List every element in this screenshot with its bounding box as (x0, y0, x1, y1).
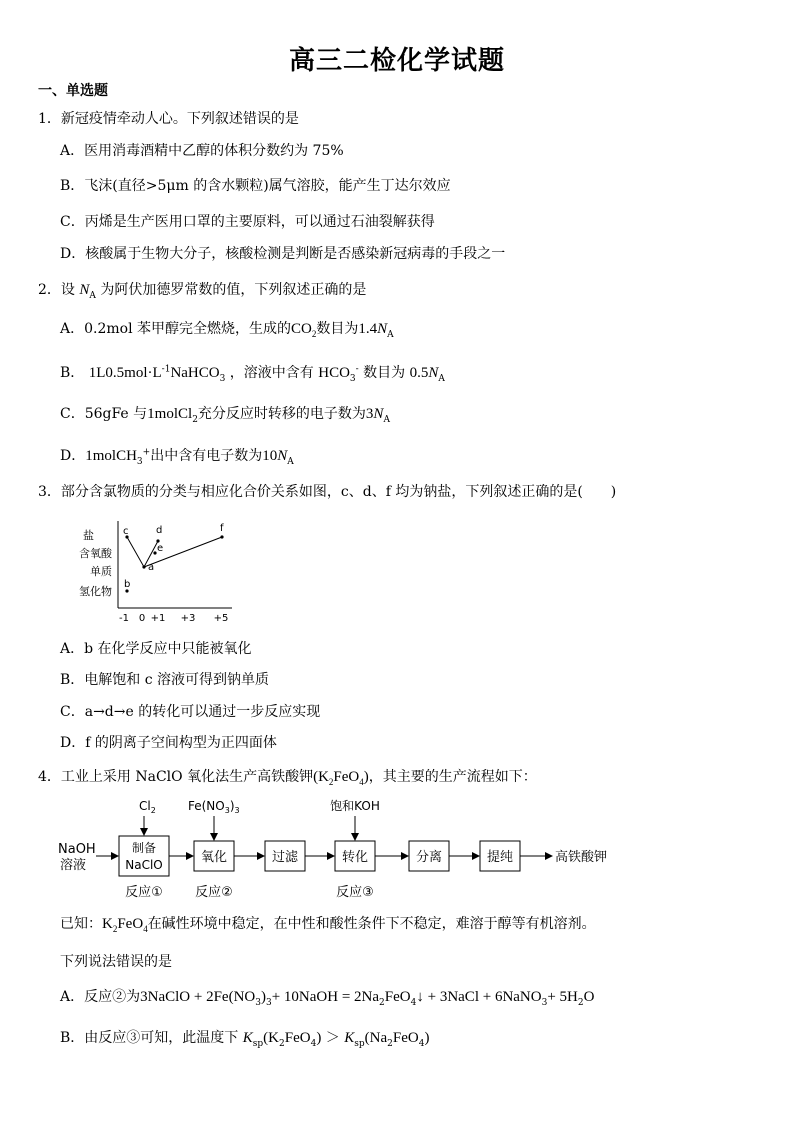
svg-text:制备: 制备 (131, 841, 157, 855)
flow-reaction-1: 反应① (125, 885, 163, 900)
point-c: c (123, 526, 129, 537)
question-4-stem: 4．工业上采用 NaClO 氧化法生产高铁酸钾$(K_2FeO_4)$，其主要的生产流程如下： (38, 769, 537, 787)
point-d: d (156, 525, 163, 536)
flow-reagent-cl2: $Cl_2$ (139, 799, 156, 815)
q1-option-b: B．飞沫(直径>5μm 的含水颗粒)属气溶胶，能产生丁达尔效应 (60, 178, 451, 194)
q4-known-condition: 已知：$K_2FeO_4$在碱性环境中稳定，在中性和酸性条件下不稳定，难溶于醇等有机溶剂。 (60, 916, 596, 934)
xlabel-0: 0 (138, 613, 146, 624)
section-heading: 一、单选题 (38, 83, 108, 99)
flow-start-naoh: NaOH (58, 842, 96, 857)
xlabel-plus1: +1 (150, 613, 166, 624)
flow-reaction-2: 反应② (195, 885, 233, 900)
q4-option-a: A．反应②为3NaClO + $2Fe(NO_3)_3+$ 10NaOH = $2Na_2FeO_4↓$ + 3NaCl + 6NaNO$_3$+ $5H_2O$ (60, 989, 595, 1008)
q1-option-d: D．核酸属于生物大分子，核酸检测是判断是否感染新冠病毒的手段之一 (60, 246, 506, 262)
ylabel-oxyacid: 含氧酸 (79, 547, 112, 560)
flow-reagent-koh: 饱和KOH (330, 799, 380, 813)
svg-text:过滤: 过滤 (271, 850, 299, 865)
point-e: e (157, 543, 164, 554)
page-title: 高三二检化学试题 (288, 46, 505, 76)
flow-start-solution: 溶液 (60, 858, 87, 873)
xlabel-plus3: +3 (180, 613, 196, 624)
arrow-icon: → (93, 704, 105, 720)
ylabel-hydride: 氢化物 (79, 585, 112, 598)
q1-option-a: A．医用消毒酒精中乙醇的体积分数约为 75% (60, 143, 344, 159)
xlabel-minus1: -1 (119, 613, 129, 624)
question-2-stem: 2．设 $N_A$ 为阿伏加德罗常数的值，下列叙述正确的是 (38, 282, 367, 301)
q3-option-b: B．电解饱和 c 溶液可得到钠单质 (60, 672, 270, 688)
svg-text:分离: 分离 (415, 850, 443, 865)
ylabel-element: 单质 (90, 565, 112, 578)
ylabel-salt: 盐 (83, 529, 94, 542)
xlabel-plus5: +5 (213, 613, 229, 624)
flow-reaction-3: 反应③ (336, 885, 374, 900)
chlorine-valence-diagram (62, 515, 242, 630)
q3-option-c: C．a→d→e 的转化可以通过一步反应实现 (60, 704, 321, 720)
svg-text:氧化: 氧化 (200, 850, 228, 865)
q3-option-d: D．f 的阴离子空间构型为正四面体 (60, 735, 277, 751)
question-3-stem: 3．部分含氯物质的分类与相应化合价关系如图，c、d、f 均为钠盐，下列叙述正确的是( ) (38, 484, 617, 500)
point-b: b (124, 579, 131, 590)
production-flowchart (58, 798, 648, 904)
svg-text:转化: 转化 (341, 850, 369, 865)
question-1-stem: 1．新冠疫情牵动人心。下列叙述错误的是 (38, 111, 299, 127)
point-a: a (148, 562, 155, 573)
svg-text:提纯: 提纯 (486, 850, 514, 865)
q4-question: 下列说法错误的是 (60, 954, 172, 970)
arrow-icon: → (113, 704, 126, 720)
point-f: f (220, 523, 224, 534)
q4-option-b: B．由反应③可知，此温度下 $K_{sp}(K_2FeO_4) > K_{sp}(Na_2FeO_4)$ (60, 1030, 430, 1049)
q2-option-a: A．0.2mol 苯甲醇完全燃烧，生成的$CO_2$数目为$1.4N_A$ (60, 321, 394, 340)
q3-option-a: A．b 在化学反应中只能被氧化 (60, 641, 252, 657)
flow-end-product: 高铁酸钾 (555, 850, 608, 865)
svg-text:NaClO: NaClO (125, 858, 163, 872)
q1-option-c: C．丙烯是生产医用口罩的主要原料，可以通过石油裂解获得 (60, 214, 435, 230)
q2-option-d: D．1molCH$_3$+出中含有电子数为$10N_A$ (60, 447, 294, 467)
q2-option-c: C．56gFe 与1molCl$_2$充分反应时转移的电子数为$3N_A$ (60, 406, 390, 425)
flow-reagent-fe: $Fe(NO_3)_3$ (188, 799, 240, 815)
q2-option-b: B． $1L0.5mol\cdot L^{-1}NaHCO_3$ ，溶液中含有 $HCO_3^-$ 数目为 $0.5N_A$ (60, 364, 445, 384)
